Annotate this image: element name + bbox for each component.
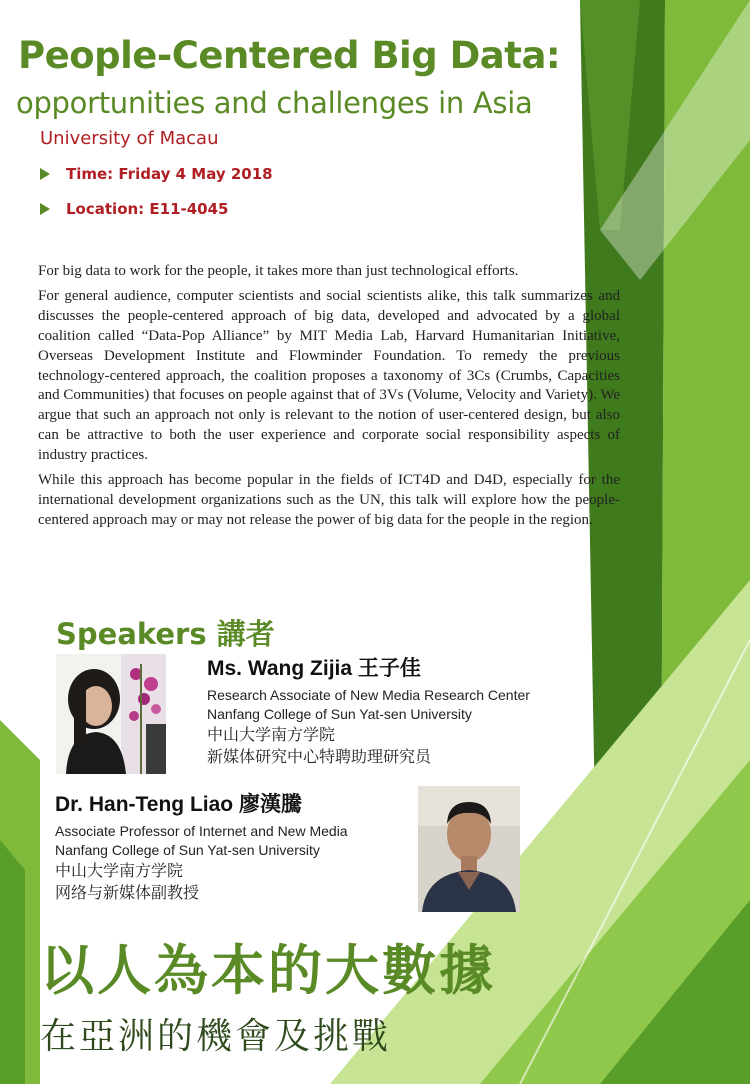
chinese-subtitle: 在亞洲的機會及挑戰 — [40, 1016, 392, 1057]
event-location: Location: E11-4045 — [66, 200, 229, 218]
speaker1-cn-affiliation: 中山大学南方学院 — [207, 725, 336, 744]
speaker1-cn-role: 新媒体研究中心特聘助理研究员 — [207, 747, 432, 766]
speaker1-affiliation: Nanfang College of Sun Yat-sen University — [207, 706, 472, 722]
page-title: People-Centered Big Data: — [18, 34, 561, 77]
chinese-title: 以人為本的大數據 — [40, 939, 496, 1002]
speaker1-card — [207, 652, 627, 768]
location-row — [40, 200, 229, 218]
time-row — [40, 165, 273, 183]
speaker2-cn-affiliation: 中山大学南方学院 — [55, 861, 184, 880]
abstract-paragraph: For general audience, computer scientists and social scientists alike, this talk summarizes and discusses the people-centered approach of big data, developed and advocated by a global coalition called “Data-Pop Alliance” by MIT Media Lab, Harvard Humanitarian Initiative, Overseas Development Institute and Flowminder Foundation. To remedy the previous technology-centered approach, the coalition proposes a taxonomy of 3Cs (Crumbs, Capacities and Communities) that focuses on people against that of 3Vs (Volume, Velocity and Variety). We argue that such an approach not only is relevant to the notion of user-centered design, but also can be attractive to both the user experience and corporate social responsibility aspects of industry practices. — [38, 287, 620, 464]
abstract-paragraph: For big data to work for the people, it takes more than just technological efforts. — [38, 263, 519, 279]
speaker2-cn-role: 网络与新媒体副教授 — [55, 883, 200, 902]
speaker2-photo — [418, 786, 520, 912]
speaker1-photo — [56, 654, 166, 774]
page-subtitle: opportunities and challenges in Asia — [16, 86, 533, 120]
speaker1-role: Research Associate of New Media Research Center — [207, 687, 530, 703]
abstract — [38, 262, 620, 536]
organization: University of Macau — [40, 128, 219, 149]
arrow-bullet-icon — [40, 203, 50, 215]
speakers-heading: Speakers 講者 — [56, 617, 275, 651]
speaker2-affiliation: Nanfang College of Sun Yat-sen University — [55, 842, 320, 858]
abstract-paragraph: While this approach has become popular in the fields of ICT4D and D4D, especially for the international development organizations such as the UN, this talk will explore how the people-centered approach may or may not release the power of big data for the people in the region. — [38, 472, 620, 528]
speaker2-name: Dr. Han-Teng Liao 廖漢騰 — [55, 793, 302, 816]
speaker2-role: Associate Professor of Internet and New Media — [55, 823, 348, 839]
speaker1-name: Ms. Wang Zijia 王子佳 — [207, 657, 421, 680]
arrow-bullet-icon — [40, 168, 50, 180]
event-time: Time: Friday 4 May 2018 — [66, 165, 273, 183]
speaker2-card — [55, 788, 415, 904]
